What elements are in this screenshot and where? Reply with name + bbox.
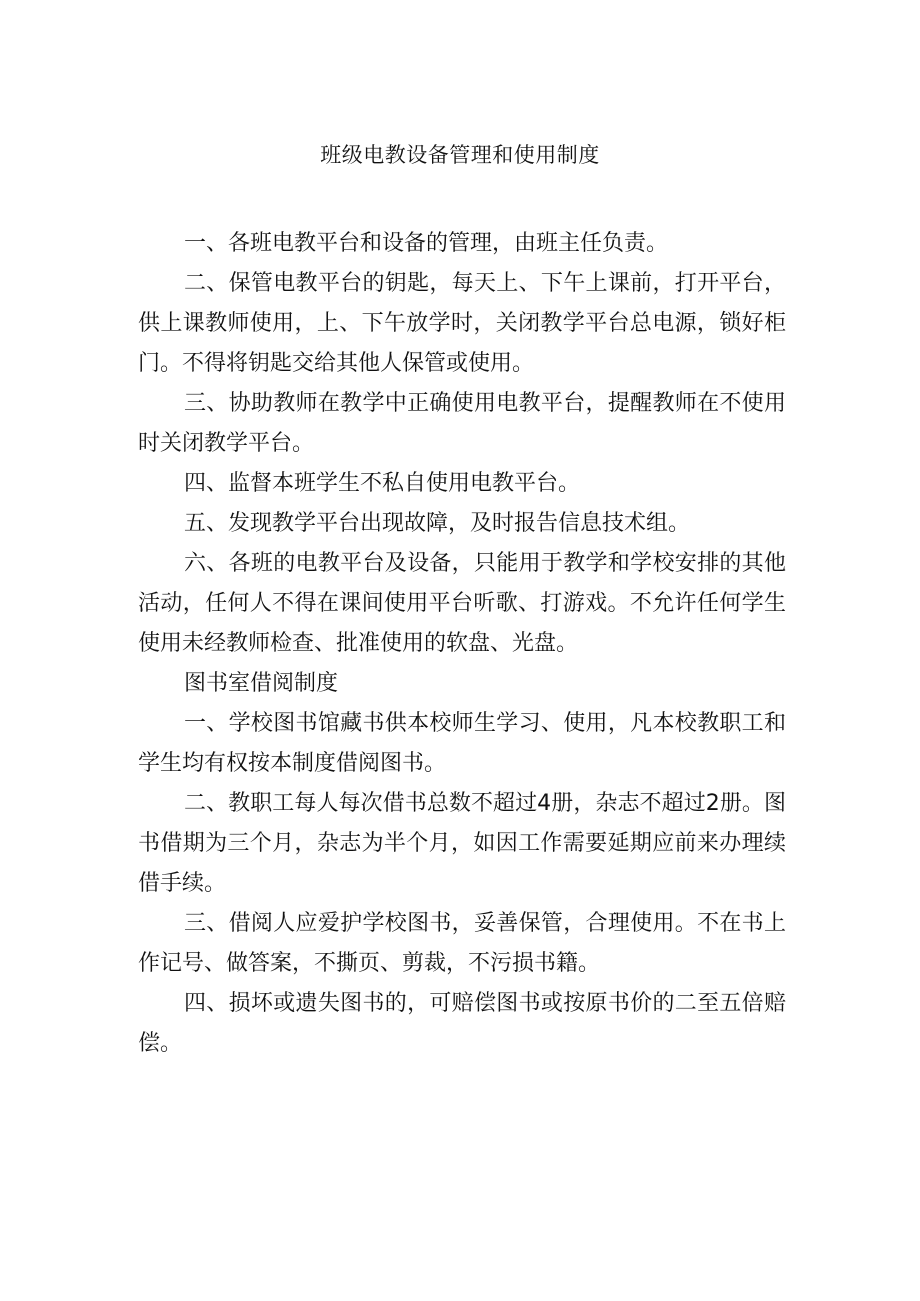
- paragraph-7: 一、学校图书馆藏书供本校师生学习、使用，凡本校教职工和学生均有权按本制度借阅图书。: [138, 711, 786, 776]
- paragraph-3: 三、协助教师在教学中正确使用电教平台，提醒教师在不使用时关闭教学平台。: [138, 391, 786, 456]
- paragraph-1: 一、各班电教平台和设备的管理，由班主任负责。: [184, 231, 669, 256]
- document-title: 班级电教设备管理和使用制度: [320, 143, 600, 167]
- paragraph-9: 三、借阅人应爱护学校图书，妥善保管，合理使用。不在书上作记号、做答案，不撕页、剪裁，不污损书籍。: [138, 911, 786, 976]
- section-heading-library: 图书室借阅制度: [184, 671, 339, 696]
- paragraph-4: 四、监督本班学生不私自使用电教平台。: [184, 471, 581, 496]
- paragraph-5: 五、发现教学平台出现故障，及时报告信息技术组。: [184, 511, 691, 536]
- paragraph-8: 二、教职工每人每次借书总数不超过4册，杂志不超过2册。图书借期为三个月，杂志为半个月，如因工作需要延期应前来办理续借手续。: [138, 791, 786, 896]
- paragraph-6: 六、各班的电教平台及设备，只能用于教学和学校安排的其他活动，任何人不得在课间使用平台听歌、打游戏。不允许任何学生使用未经教师检查、批准使用的软盘、光盘。: [138, 551, 786, 656]
- paragraph-10: 四、损坏或遗失图书的，可赔偿图书或按原书价的二至五倍赔偿。: [138, 991, 786, 1056]
- document-body: [138, 224, 786, 1064]
- paragraph-2: 二、保管电教平台的钥匙，每天上、下午上课前，打开平台，供上课教师使用，上、下午放学时，关闭教学平台总电源，锁好柜门。不得将钥匙交给其他人保管或使用。: [138, 271, 786, 376]
